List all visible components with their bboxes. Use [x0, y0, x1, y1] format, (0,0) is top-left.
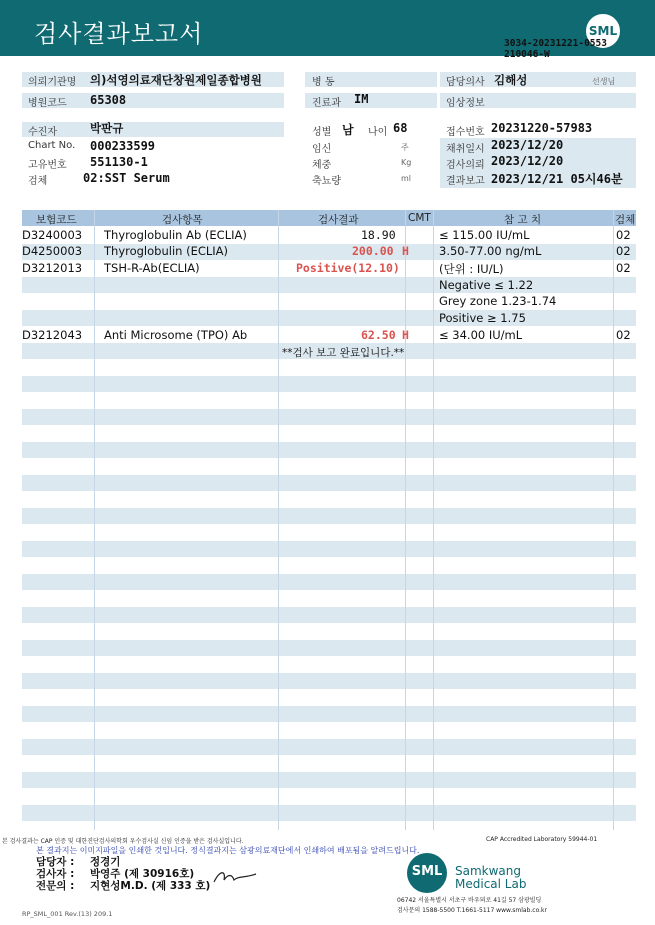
specimen-value: 02:SST Serum — [83, 171, 170, 185]
lab-phone: 검사문의 1588-5500 T.1661-5117 www.smlab.co.kr — [397, 907, 547, 914]
id-value: 551130-1 — [90, 155, 148, 169]
chart-label: Chart No. — [28, 140, 76, 151]
preg-unit: 주 — [401, 143, 409, 152]
row-code: D3212043 — [22, 328, 83, 342]
row-code: D3240003 — [22, 228, 83, 242]
doctor-suffix: 선생님 — [592, 77, 616, 86]
table-stripe — [22, 640, 636, 656]
table-stripe — [22, 376, 636, 392]
cap-number: CAP Accredited Laboratory 59944-01 — [486, 836, 598, 843]
table-stripe — [22, 574, 636, 590]
row-specimen: 02 — [616, 244, 631, 258]
row-item: Thyroglobulin (ECLIA) — [104, 244, 229, 258]
table-stripe — [22, 772, 636, 788]
row-reference: ≤ 115.00 IU/mL — [439, 228, 530, 242]
doctor-value: 김해성 — [494, 73, 528, 87]
patient-label: 수진자 — [28, 127, 57, 138]
examiner-value: 박영주 (제 30916호) — [90, 868, 195, 880]
sex-value: 남 — [342, 123, 354, 137]
specialist-label: 전문의 : — [36, 880, 75, 892]
result-date-label: 결과보고 — [446, 176, 485, 187]
table-stripe — [22, 673, 636, 689]
specimen-label: 검체 — [28, 176, 48, 187]
row-specimen: 02 — [616, 261, 631, 275]
row-flag: H — [402, 328, 409, 342]
patient-row — [22, 122, 284, 137]
reference-note: Positive ≥ 1.75 — [439, 311, 526, 325]
hospital-code-value: 65308 — [90, 93, 127, 107]
col-header-specimen: 검체 — [615, 214, 636, 226]
col-header-item: 검사항목 — [162, 214, 203, 226]
page-title: 검사결과보고서 — [34, 20, 204, 48]
column-divider — [278, 210, 279, 830]
sex-label: 성별 — [312, 127, 332, 138]
table-stripe — [22, 442, 636, 458]
row-result: 200.00 — [352, 244, 394, 258]
form-number: RP_SML_001 Rev.(13) 209.1 — [22, 910, 113, 918]
reference-note: Grey zone 1.23-1.74 — [439, 294, 557, 308]
col-header-result: 검사결과 — [318, 214, 359, 226]
row-result: 62.50 — [361, 328, 396, 342]
collect-label: 채취일시 — [446, 144, 485, 155]
hospital-label: 의뢰기관명 — [28, 77, 77, 88]
id-label: 고유번호 — [28, 160, 67, 171]
staff-label: 담당자 : — [36, 856, 75, 868]
table-stripe — [22, 739, 636, 755]
table-stripe — [22, 508, 636, 524]
row-result: Positive(12.10) — [296, 261, 400, 275]
dept-label: 진료과 — [312, 98, 341, 109]
doctor-label: 담당의사 — [446, 77, 485, 88]
specialist-value: 지현성M.D. (제 333 호) — [90, 880, 211, 892]
table-stripe — [22, 310, 636, 326]
lab-name-line2: Medical Lab — [455, 877, 527, 891]
logo-text: SML — [588, 24, 618, 38]
table-stripe — [22, 805, 636, 821]
examiner-label: 검사자 : — [36, 868, 75, 880]
col-header-code: 보험코드 — [36, 214, 77, 226]
accreditation-note: 본 검사결과는 CAP 인증 및 대한진단검사의학회 우수검사실 신임 인증을 받은 검사실입니다. — [2, 838, 244, 845]
lab-logo-icon — [407, 853, 447, 893]
notice-text: 본 결과지는 이미지파일을 인쇄한 것입니다. 정식결과지는 삼광의료재단에서 인쇄하여 배포됨을 알려드립니다. — [36, 846, 420, 855]
staff-value: 정경기 — [90, 856, 121, 868]
column-divider — [433, 210, 434, 830]
row-reference: 3.50-77.00 ng/mL — [439, 244, 542, 258]
row-reference: (단위 : IU/L) — [439, 262, 504, 276]
lab-name-line1: Samkwang — [455, 864, 521, 878]
column-divider — [94, 210, 95, 830]
request-label: 검사의뢰 — [446, 160, 485, 171]
age-value: 68 — [393, 121, 408, 135]
report-complete-note: **검사 보고 완료입니다.** — [282, 347, 405, 359]
row-specimen: 02 — [616, 328, 631, 342]
row-item: Anti Microsome (TPO) Ab — [104, 328, 248, 342]
row-specimen: 02 — [616, 228, 631, 242]
report-id-line1: 3034-20231221-0553 — [504, 38, 607, 49]
row-item: TSH-R-Ab(ECLIA) — [104, 261, 200, 275]
table-stripe — [22, 475, 636, 491]
lab-logo-text: SML — [411, 864, 443, 879]
row-code: D3212013 — [22, 261, 83, 275]
col-header-cmt: CMT — [408, 212, 431, 224]
weight-label: 체중 — [312, 160, 332, 171]
weight-unit: Kg — [401, 158, 412, 167]
row-flag: H — [402, 244, 409, 258]
table-stripe — [22, 607, 636, 623]
table-stripe — [22, 409, 636, 425]
row-item: Thyroglobulin Ab (ECLIA) — [104, 228, 247, 242]
receipt-label: 접수번호 — [446, 127, 485, 138]
row-result: 18.90 — [361, 228, 396, 242]
patient-value: 박판규 — [90, 121, 124, 135]
column-divider — [405, 210, 406, 830]
request-value: 2023/12/20 — [491, 154, 564, 168]
table-stripe — [22, 541, 636, 557]
result-date-value: 2023/12/21 05시46분 — [491, 172, 623, 186]
receipt-value: 20231220-57983 — [491, 121, 593, 135]
clinical-label: 임상정보 — [446, 98, 485, 109]
table-stripe — [22, 706, 636, 722]
col-header-reference: 참 고 치 — [504, 214, 542, 226]
hospital-value: 의)석영의료재단창원제일종합병원 — [90, 73, 262, 87]
preg-label: 임신 — [312, 144, 332, 155]
column-divider — [613, 210, 614, 830]
signature-icon — [212, 868, 258, 886]
urine-unit: ml — [401, 174, 412, 183]
ward-label: 병 동 — [312, 77, 335, 88]
reference-note: Negative ≤ 1.22 — [439, 278, 534, 292]
report-id-line2: 210046-W — [504, 49, 550, 60]
hospital-code-label: 병원코드 — [28, 98, 67, 109]
row-reference: ≤ 34.00 IU/mL — [439, 328, 523, 342]
report-id — [504, 38, 607, 60]
urine-label: 축뇨량 — [312, 176, 341, 187]
dept-value: IM — [354, 92, 369, 106]
lab-address: 06742 서울특별시 서초구 바우뫼로 41길 57 삼광빌딩 — [397, 897, 542, 904]
table-stripe — [22, 277, 636, 293]
chart-value: 000233599 — [90, 139, 156, 153]
collect-value: 2023/12/20 — [491, 138, 564, 152]
row-code: D4250003 — [22, 244, 83, 258]
age-label: 나이 — [368, 127, 388, 138]
